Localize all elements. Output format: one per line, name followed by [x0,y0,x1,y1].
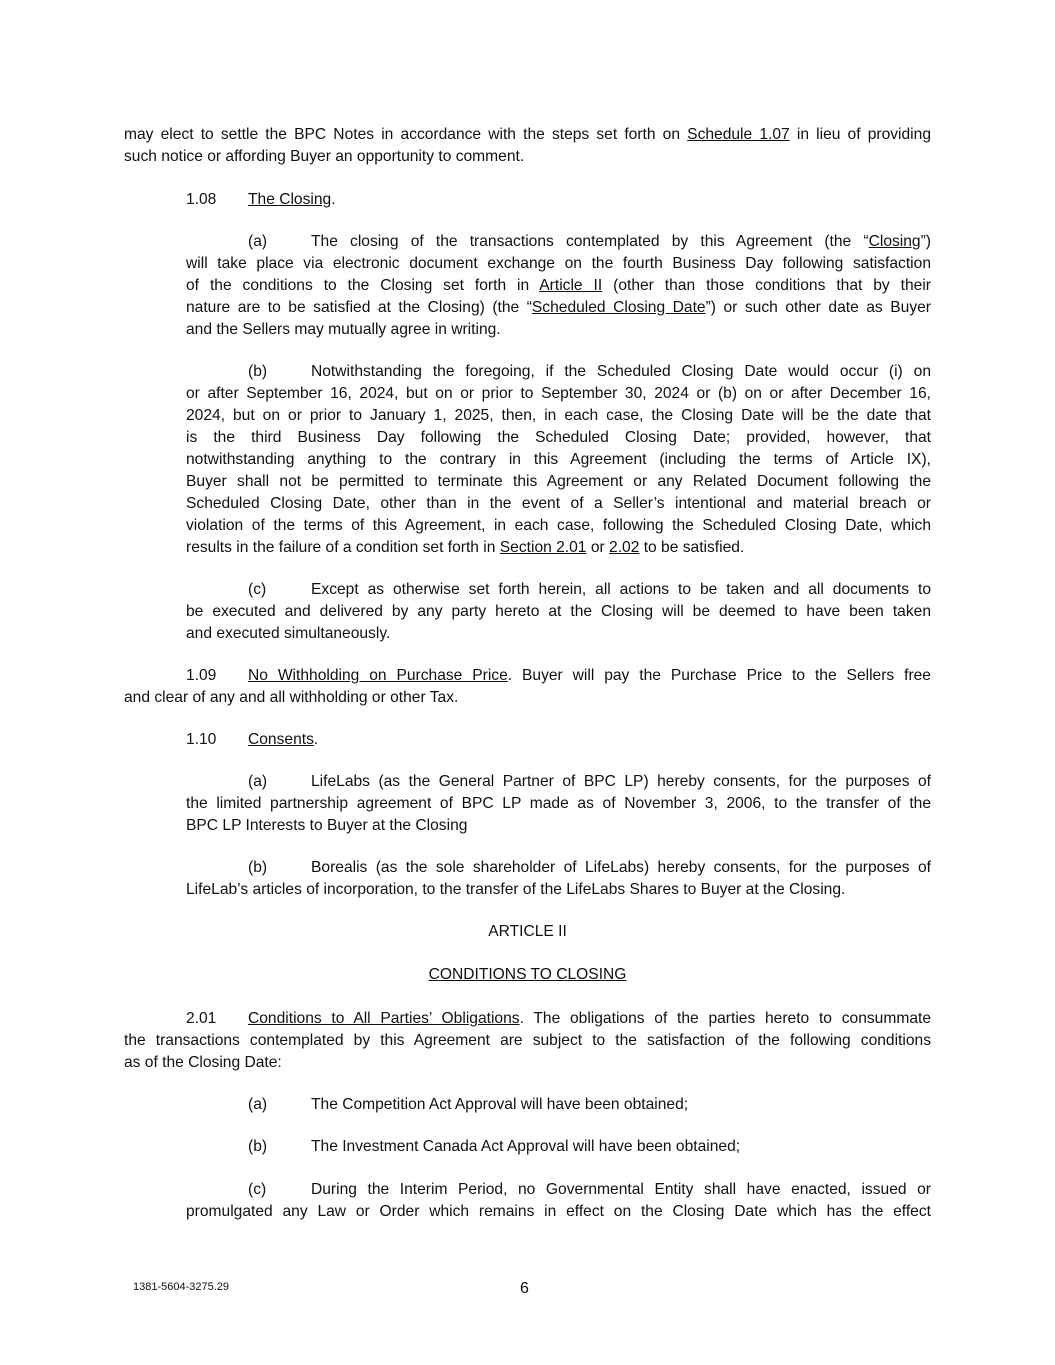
page-number: 6 [520,1280,529,1297]
text-line [311,579,931,601]
cross-reference-link: Section 2.01 [499,539,587,556]
footer-document-id: 1381-5604-3275.29 [133,1281,230,1293]
text-segment: to be satisfied. [639,539,745,556]
text-line [248,1008,931,1030]
article-number: ARTICLE II [488,923,567,940]
text-segment: be executed and delivered by any party hereto at the Closing will be deemed to have been taken [186,603,931,620]
text-segment: 2024, but on or prior to January 1, 2025, then, in each case, the Closing Date will be the date that [186,407,931,424]
paragraph-number: (a) [248,1096,268,1113]
text-segment: notwithstanding anything to the contrary in this Agreement (including the terms of Article IX), [186,451,931,468]
cross-reference-link: Consents [248,731,314,748]
text-line [311,1179,931,1201]
text-segment: (other than those conditions that by their [602,277,931,294]
text-line [248,665,931,687]
text-line [186,253,931,275]
paragraph-number: (b) [248,859,268,876]
cross-reference-link: Scheduled Closing Date [531,299,706,316]
text-line [186,471,931,493]
text-line [124,124,931,146]
text-line [124,146,524,168]
text-segment: in lieu of providing [789,126,931,143]
text-segment: . Buyer will pay the Purchase Price to the Sellers free [507,667,931,684]
text-line [186,623,390,645]
text-line [186,297,931,319]
text-line [311,771,931,793]
text-line [186,493,931,515]
text-segment: LifeLabs (as the General Partner of BPC LP) hereby consents, for the purposes of [311,773,931,790]
text-segment: violation of the terms of this Agreement, in each case, following the Scheduled Closing Date, which [186,517,931,534]
text-line [186,515,931,537]
text-segment: promulgated any Law or Order which remains in effect on the Closing Date which has the effect [186,1203,931,1220]
text-segment: LifeLab’s articles of incorporation, to the transfer of the LifeLabs Shares to Buyer at the Closing. [186,881,846,898]
text-segment: results in the failure of a condition set forth in [186,539,500,556]
text-segment: Borealis (as the sole shareholder of LifeLabs) hereby consents, for the purposes of [311,859,931,876]
text-line [186,537,744,559]
text-line [186,319,501,341]
text-line [186,405,931,427]
text-segment: the transactions contemplated by this Agreement are subject to the satisfaction of the following conditions [124,1032,931,1049]
text-segment: ”) or such other date as Buyer [705,299,931,316]
paragraph-number: 1.10 [186,731,217,748]
text-segment: of the conditions to the Closing set forth in [186,277,540,294]
cross-reference-link: Conditions to All Parties’ Obligations [248,1010,520,1027]
text-segment: Scheduled Closing Date, other than in the event of a Seller’s intentional and material breach or [186,495,931,512]
text-segment: and executed simultaneously. [186,625,391,642]
paragraph-number: (b) [248,1138,268,1155]
text-line [186,427,931,449]
text-line [311,361,931,383]
text-segment: is the third Business Day following the Scheduled Closing Date; provided, however, that [186,429,931,446]
text-segment: Notwithstanding the foregoing, if the Scheduled Closing Date would occur (i) on [311,363,931,380]
text-line [186,793,931,815]
paragraph-number: (c) [248,1181,267,1198]
text-segment: may elect to settle the BPC Notes in accordance with the steps set forth on [124,126,688,143]
paragraph-number: 1.09 [186,667,217,684]
text-segment: Buyer shall not be permitted to terminate this Agreement or any Related Document following the [186,473,931,490]
text-line [124,1052,282,1074]
text-segment: BPC LP Interests to Buyer at the Closing [186,817,468,834]
text-segment: . The obligations of the parties hereto to consummate [519,1010,931,1027]
text-segment: or [586,539,610,556]
paragraph-number: (a) [248,773,268,790]
text-segment: . [331,191,336,208]
text-segment: as of the Closing Date: [124,1054,282,1071]
text-segment: such notice or affording Buyer an opportunity to comment. [124,148,525,165]
text-line [186,601,931,623]
cross-reference-link: Schedule 1.07 [687,126,790,143]
cross-reference-link: 2.02 [609,539,640,556]
text-segment: will take place via electronic document exchange on the fourth Business Day following satisfaction [186,255,931,272]
cross-reference-link: No Withholding on Purchase Price [248,667,508,684]
text-segment: The closing of the transactions contemplated by this Agreement (the “ [311,233,869,250]
text-segment: nature are to be satisfied at the Closing) (the “ [186,299,532,316]
text-line [248,729,318,751]
text-line [186,449,931,471]
paragraph-number: 2.01 [186,1010,217,1027]
paragraph-number: (b) [248,363,268,380]
cross-reference-link: Article II [539,277,603,294]
text-line [124,1030,931,1052]
text-segment: The Competition Act Approval will have been obtained; [311,1096,689,1113]
text-line [124,687,458,709]
text-segment: and clear of any and all withholding or other Tax. [124,689,459,706]
text-line [311,857,931,879]
text-segment: ”) [920,233,931,250]
text-line [311,1136,740,1158]
text-line [186,815,467,837]
text-line [186,1201,931,1223]
text-segment: The Investment Canada Act Approval will have been obtained; [311,1138,741,1155]
text-line [311,1094,688,1116]
cross-reference-link: Closing [868,233,921,250]
text-segment: During the Interim Period, no Governmental Entity shall have enacted, issued or [311,1181,931,1198]
text-segment: and the Sellers may mutually agree in writing. [186,321,501,338]
text-line [186,275,931,297]
paragraph-number: (a) [248,233,268,250]
text-line [186,879,845,901]
article-title: CONDITIONS TO CLOSING [428,966,627,983]
cross-reference-link: The Closing [248,191,332,208]
text-line [311,231,931,253]
text-segment: or after September 16, 2024, but on or prior to September 30, 2024 or (b) on or after December 16, [186,385,931,402]
text-line [248,189,336,211]
paragraph-number: 1.08 [186,191,217,208]
paragraph-number: (c) [248,581,267,598]
text-segment: Except as otherwise set forth herein, all actions to be taken and all documents to [311,581,931,598]
text-line [186,383,931,405]
text-segment: . [313,731,319,748]
text-segment: the limited partnership agreement of BPC LP made as of November 3, 2006, to the transfer of the [186,795,931,812]
